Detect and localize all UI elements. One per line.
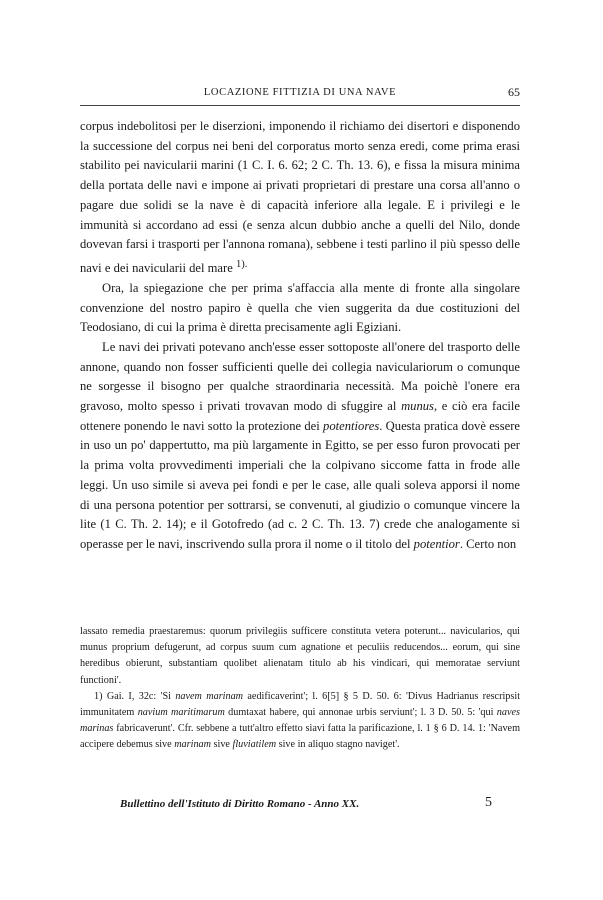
fn-term-fluviatilem: fluviatilem [232,739,277,751]
footnote-1-text-e: sive [213,739,230,751]
footnote-1-text-c: dumtaxat habere, qui annonae urbis serviunt'; l. 3 D. 50. 5: 'qui [228,707,494,719]
term-potentiores: potentiores [323,418,380,433]
paragraph-3 [80,338,520,555]
running-title: LOCAZIONE FITTIZIA DI UNA NAVE [203,87,397,98]
term-munus: munus [401,399,434,414]
footnote-1-text-a: 1) Gai. I, 32c: 'Si [94,690,171,702]
signature-mark: 5 [485,795,492,810]
fn-term-navium-maritimarum: navium maritimarum [137,707,225,719]
paragraph-3-text-a: Le navi dei privati potevano anch'esse esser sottoposte all'onere del trasporto delle annone, quando non fosser sufficienti quelle dei collegia naviculariorum o comunque ne sorgesse il bisogno per qualche straordinaria necessità. Ma poichè l'onere era gravoso, molto spesso i privati trovavan modo di sfuggire al [80,339,520,414]
paragraph-1 [80,117,520,279]
term-potentior: potentior [413,536,460,551]
footnote-continuation: lassato remedia praestaremus: quorum privilegiis sufficere constituta vetera poterunt... navicularios, qui munus proprium defugerunt, ad corpus suum cum agnatione et peculiis reducendos... eorum, qui sine heredibus obierunt, substantiam quolibet alienatam titulo ab his vindicari, qui memoratae serviunt functioni'. [80,626,520,686]
main-text [80,117,520,555]
footnote-1-text-d: fabricaverunt'. Cfr. sebbene a tutt'altro effetto siavi fatta la parificazione, l. 1 § 6 D. 14. 1: 'Navem accipere debemus sive [80,723,520,751]
fn-term-marinam: marinam [174,739,211,751]
fn-term-navem-marinam: navem marinam [175,690,244,702]
footnote-1 [80,689,520,754]
header-rule [80,105,520,106]
footnote-1-text-b: aedificaverint'; l. 6[5] § 5 D. 50. 6: 'Divus Hadrianus rescripsit immunitatem [80,690,521,719]
paragraph-3-text-c: . Questa pratica dovè essere in uso un po' dappertutto, ma più largamente in Egitto, se per esso furon provocati per la prima volta provvedimenti imperiali che la colpivano siccome fatta in frode alle leggi. Un uso simile si aveva pei fondi e per le case, alle quali soleva apporsi il nome di una persona potentior per sottrarsi, se convenuti, al giudizio o comunque vincere la lite (1 C. Th. 2. 14); e il Gotofredo (ad c. 2 C. Th. 13. 7) crede che analogamente si operasse per le navi, inscrivendo sulla prora il nome o il titolo del [80,418,520,551]
paragraph-2: Ora, la spiegazione che per prima s'affaccia alla mente di fronte alla singolare convenzione del nostro papiro è quella che vien suggerita da due costituzioni del Teodosiano, di cui la prima è diretta precisamente agli Egiziani. [80,280,520,335]
paragraph-3-text-b: , e ciò era facile ottenere ponendo le navi sotto la protezione dei [80,399,521,433]
footnote-ref-1: 1). [235,258,248,270]
footnote-1-text-f: sive in aliquo stagno naviget'. [278,739,400,751]
journal-title: Bullettino dell'Istituto di Diritto Romano - Anno XX. [120,798,360,810]
fn-term-naves-marinas: naves marinas [80,707,520,735]
page-footer [80,795,520,815]
footnotes [80,624,520,754]
page-number: 65 [508,85,520,99]
paragraph-1-text: corpus indebolitosi per le diserzioni, imponendo il richiamo dei disertori e disponendo la successione del corpus nei beni del corporatus morto senza eredi, come prima erasi stabilito pei navicularii marini (1 C. I. 6. 62; 2 C. Th. 13. 6), e fissa la misura minima della portata delle navi e impone ai privati proprietari di prestare una corsa all'anno o pagare due solidi se la nave è di capacità inferiore alla legale. E i privilegi e le immunità si accordano ad essi (e senza alcun dubbio anche a quelli del Nilo, donde dovevan farsi i trasporti per l'annona romana), sebbene i testi parlino il più spesso delle navi e dei navicularii del mare [80,119,520,276]
paragraph-3-text-d: . Certo non [459,536,517,551]
running-head [80,84,520,102]
